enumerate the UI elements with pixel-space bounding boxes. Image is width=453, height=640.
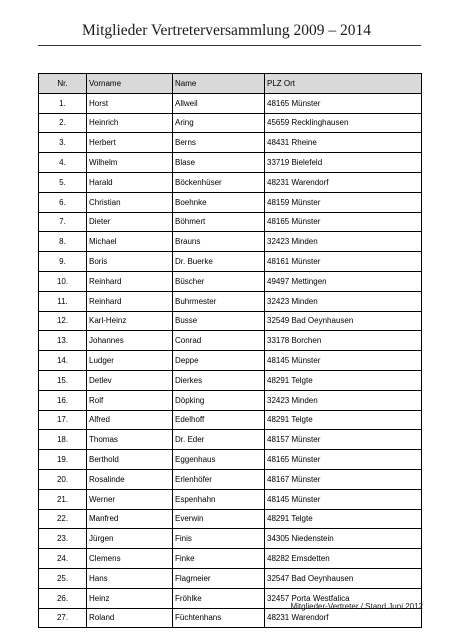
table-row xyxy=(39,232,422,252)
cell-plz-ort: 48291 Telgte xyxy=(265,410,422,430)
cell-vorname: Roland xyxy=(87,608,173,628)
cell-name: Buhrmester xyxy=(173,291,265,311)
table-row xyxy=(39,192,422,212)
cell-vorname: Heinz xyxy=(87,588,173,608)
cell-vorname: Harald xyxy=(87,172,173,192)
cell-vorname: Horst xyxy=(87,93,173,113)
cell-name: Dierkes xyxy=(173,370,265,390)
cell-nr: 21. xyxy=(39,489,87,509)
table-row xyxy=(39,133,422,153)
table-row xyxy=(39,153,422,173)
cell-plz-ort: 33719 Bielefeld xyxy=(265,153,422,173)
cell-vorname: Jürgen xyxy=(87,529,173,549)
cell-name: Erlenhöfer xyxy=(173,469,265,489)
cell-vorname: Detlev xyxy=(87,370,173,390)
cell-vorname: Berthold xyxy=(87,450,173,470)
table-row xyxy=(39,529,422,549)
cell-name: Füchtenhans xyxy=(173,608,265,628)
cell-nr: 14. xyxy=(39,351,87,371)
cell-plz-ort: 48291 Telgte xyxy=(265,509,422,529)
cell-nr: 10. xyxy=(39,271,87,291)
cell-nr: 16. xyxy=(39,390,87,410)
cell-vorname: Christian xyxy=(87,192,173,212)
table-row xyxy=(39,370,422,390)
cell-nr: 11. xyxy=(39,291,87,311)
cell-nr: 23. xyxy=(39,529,87,549)
cell-nr: 1. xyxy=(39,93,87,113)
cell-name: Aring xyxy=(173,113,265,133)
table-row xyxy=(39,351,422,371)
cell-name: Dr. Buerke xyxy=(173,252,265,272)
cell-nr: 5. xyxy=(39,172,87,192)
cell-plz-ort: 48167 Münster xyxy=(265,469,422,489)
table-row xyxy=(39,450,422,470)
document-title: Mitglieder Vertreterversammlung 2009 – 2014 xyxy=(82,22,371,39)
table-row xyxy=(39,568,422,588)
table-row xyxy=(39,212,422,232)
cell-plz-ort: 32423 Minden xyxy=(265,232,422,252)
table-header-row xyxy=(39,74,422,94)
cell-name: Berns xyxy=(173,133,265,153)
cell-vorname: Alfred xyxy=(87,410,173,430)
cell-name: Flagmeier xyxy=(173,568,265,588)
cell-name: Böckenhüser xyxy=(173,172,265,192)
table-row xyxy=(39,469,422,489)
table-row xyxy=(39,509,422,529)
cell-nr: 24. xyxy=(39,549,87,569)
table-row xyxy=(39,291,422,311)
table-row xyxy=(39,410,422,430)
members-table xyxy=(38,73,422,628)
cell-plz-ort: 32423 Minden xyxy=(265,291,422,311)
cell-nr: 26. xyxy=(39,588,87,608)
cell-nr: 7. xyxy=(39,212,87,232)
cell-plz-ort: 48231 Warendorf xyxy=(265,608,422,628)
cell-nr: 6. xyxy=(39,192,87,212)
cell-vorname: Johannes xyxy=(87,331,173,351)
cell-nr: 22. xyxy=(39,509,87,529)
cell-plz-ort: 48145 Münster xyxy=(265,489,422,509)
cell-nr: 20. xyxy=(39,469,87,489)
cell-nr: 8. xyxy=(39,232,87,252)
header-plz-ort: PLZ Ort xyxy=(265,74,422,94)
title-underline xyxy=(38,45,421,46)
cell-name: Brauns xyxy=(173,232,265,252)
cell-name: Edelhoff xyxy=(173,410,265,430)
cell-plz-ort: 33178 Borchen xyxy=(265,331,422,351)
cell-nr: 9. xyxy=(39,252,87,272)
cell-plz-ort: 32549 Bad Oeynhausen xyxy=(265,311,422,331)
cell-name: Espenhahn xyxy=(173,489,265,509)
cell-name: Finis xyxy=(173,529,265,549)
cell-vorname: Wilhelm xyxy=(87,153,173,173)
cell-nr: 15. xyxy=(39,370,87,390)
cell-vorname: Reinhard xyxy=(87,291,173,311)
cell-name: Fröhlke xyxy=(173,588,265,608)
cell-name: Busse xyxy=(173,311,265,331)
cell-name: Finke xyxy=(173,549,265,569)
cell-nr: 25. xyxy=(39,568,87,588)
cell-plz-ort: 32457 Porta Westfalica xyxy=(265,588,422,608)
cell-vorname: Michael xyxy=(87,232,173,252)
table-row xyxy=(39,489,422,509)
cell-nr: 2. xyxy=(39,113,87,133)
table-row xyxy=(39,331,422,351)
header-name: Name xyxy=(173,74,265,94)
cell-plz-ort: 48431 Rheine xyxy=(265,133,422,153)
cell-vorname: Hans xyxy=(87,568,173,588)
header-vorname: Vorname xyxy=(87,74,173,94)
cell-name: Böhmert xyxy=(173,212,265,232)
cell-plz-ort: 48161 Münster xyxy=(265,252,422,272)
cell-nr: 19. xyxy=(39,450,87,470)
table-row xyxy=(39,311,422,331)
cell-nr: 12. xyxy=(39,311,87,331)
cell-name: Büscher xyxy=(173,271,265,291)
cell-plz-ort: 48159 Münster xyxy=(265,192,422,212)
cell-plz-ort: 48165 Münster xyxy=(265,212,422,232)
cell-vorname: Clemens xyxy=(87,549,173,569)
cell-nr: 27. xyxy=(39,608,87,628)
cell-plz-ort: 48145 Münster xyxy=(265,351,422,371)
cell-name: Allweil xyxy=(173,93,265,113)
cell-nr: 18. xyxy=(39,430,87,450)
cell-plz-ort: 48165 Münster xyxy=(265,93,422,113)
cell-vorname: Thomas xyxy=(87,430,173,450)
table-body xyxy=(39,93,422,628)
cell-nr: 17. xyxy=(39,410,87,430)
cell-plz-ort: 48291 Telgte xyxy=(265,370,422,390)
cell-name: Dr. Eder xyxy=(173,430,265,450)
cell-plz-ort: 48282 Emsdetten xyxy=(265,549,422,569)
cell-nr: 3. xyxy=(39,133,87,153)
cell-plz-ort: 49497 Mettingen xyxy=(265,271,422,291)
cell-plz-ort: 48157 Münster xyxy=(265,430,422,450)
cell-plz-ort: 48165 Münster xyxy=(265,450,422,470)
page-footer: Mitglieder-Vertreter / Stand Juni 2012 xyxy=(290,602,423,611)
cell-vorname: Manfred xyxy=(87,509,173,529)
cell-vorname: Boris xyxy=(87,252,173,272)
cell-vorname: Karl-Heinz xyxy=(87,311,173,331)
cell-plz-ort: 32423 Minden xyxy=(265,390,422,410)
cell-vorname: Reinhard xyxy=(87,271,173,291)
table-row xyxy=(39,549,422,569)
cell-name: Boehnke xyxy=(173,192,265,212)
table-row xyxy=(39,113,422,133)
cell-name: Döpking xyxy=(173,390,265,410)
cell-plz-ort: 34305 Niedenstein xyxy=(265,529,422,549)
cell-vorname: Heinrich xyxy=(87,113,173,133)
cell-name: Eggenhaus xyxy=(173,450,265,470)
cell-name: Deppe xyxy=(173,351,265,371)
table-row xyxy=(39,252,422,272)
cell-plz-ort: 32547 Bad Oeynhausen xyxy=(265,568,422,588)
table-row xyxy=(39,271,422,291)
cell-name: Conrad xyxy=(173,331,265,351)
table-row xyxy=(39,172,422,192)
cell-nr: 13. xyxy=(39,331,87,351)
cell-plz-ort: 45659 Recklinghausen xyxy=(265,113,422,133)
cell-vorname: Werner xyxy=(87,489,173,509)
cell-name: Everwin xyxy=(173,509,265,529)
cell-vorname: Dieter xyxy=(87,212,173,232)
cell-plz-ort: 48231 Warendorf xyxy=(265,172,422,192)
cell-name: Blase xyxy=(173,153,265,173)
cell-vorname: Rolf xyxy=(87,390,173,410)
table-row xyxy=(39,430,422,450)
header-nr: Nr. xyxy=(39,74,87,94)
table-row xyxy=(39,390,422,410)
cell-nr: 4. xyxy=(39,153,87,173)
cell-vorname: Herbert xyxy=(87,133,173,153)
cell-vorname: Rosalinde xyxy=(87,469,173,489)
cell-vorname: Ludger xyxy=(87,351,173,371)
table-row xyxy=(39,93,422,113)
